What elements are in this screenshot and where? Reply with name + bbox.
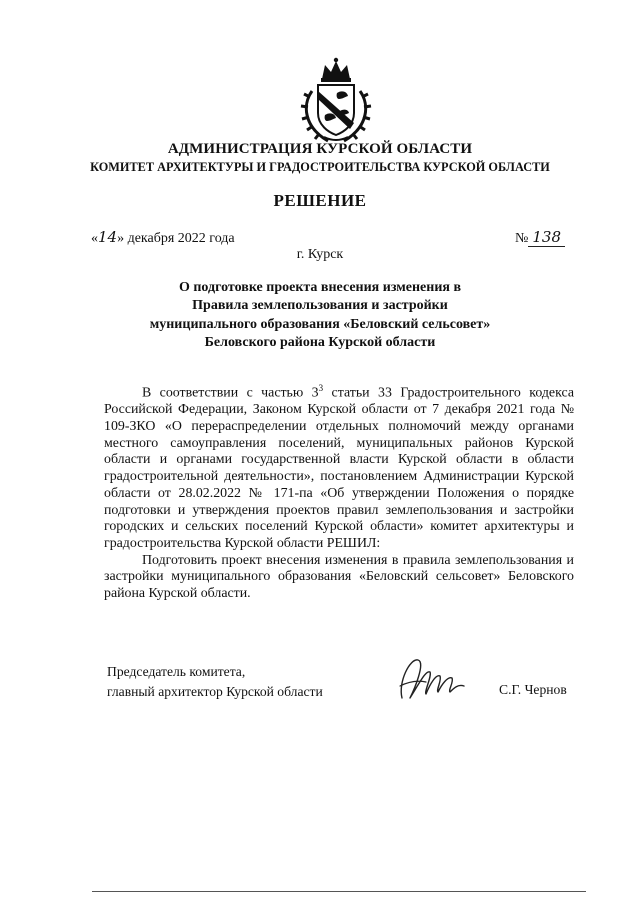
title-line: Беловского района Курской области [204,334,436,350]
document-date [91,228,235,247]
number-handwritten: 138 [528,228,565,247]
kursk-coat-of-arms-icon [298,57,374,143]
signer-name: С.Г. Чернов [499,682,567,697]
document-title [0,279,640,352]
title-line: О подготовке проекта внесения изменения в [178,280,462,295]
date-day-handwritten: 14 [98,228,118,246]
document-body [104,380,574,603]
organization-name: АДМИНИСТРАЦИЯ КУРСКОЙ ОБЛАСТИ [167,141,473,157]
document-number [515,228,565,247]
date-month-year: » декабря 2022 года [117,231,235,246]
p1-text-rest: статьи 33 Градостроительного кодекса Российской Федерации, Законом Курской области от 7 декабря 2021 года № 109-ЗКО «О перераспределении отдельных полномочий между органами местного самоуправления поселений, муниципальных районов Курской области и органами государственной власти Курской области в области градостроительной деятельности», постановлением Администрации Курской области от 28.02.2022 № 171-па «Об утверждении Положения о порядке подготовки и утверждения проектов правил землепользования и застройки городских и сельских поселений Курской области» комитет архитектуры и градостроительства Курской области РЕШИЛ: [104,385,575,551]
signer-position-line1: Председатель комитета, [107,664,246,679]
date-open-quote: « [91,231,98,246]
p1-text-start: В соответствии с частью 3 [142,385,319,401]
handwritten-signature-icon [396,652,468,704]
document-type-heading: РЕШЕНИЕ [273,191,367,210]
number-prefix: № [515,231,529,246]
body-paragraph-2: Подготовить проект внесения изменения в правила землепользования и застройки муниципального образования «Беловский сельсовет» Беловского района Курской области. [104,552,574,602]
signer-position-line2: главный архитектор Курской области [107,684,323,699]
title-line: муниципального образования «Беловский сельсовет» [149,316,491,332]
body-paragraph-1 [104,380,574,553]
signer-position [107,662,323,702]
page-bottom-edge [92,891,586,892]
document-city: г. Курск [296,247,344,262]
title-line: Правила землепользования и застройки [192,298,448,314]
p1-superscript: 3 [318,383,324,393]
committee-name: КОМИТЕТ АРХИТЕКТУРЫ И ГРАДОСТРОИТЕЛЬСТВА КУРСКОЙ ОБЛАСТИ [90,160,550,174]
